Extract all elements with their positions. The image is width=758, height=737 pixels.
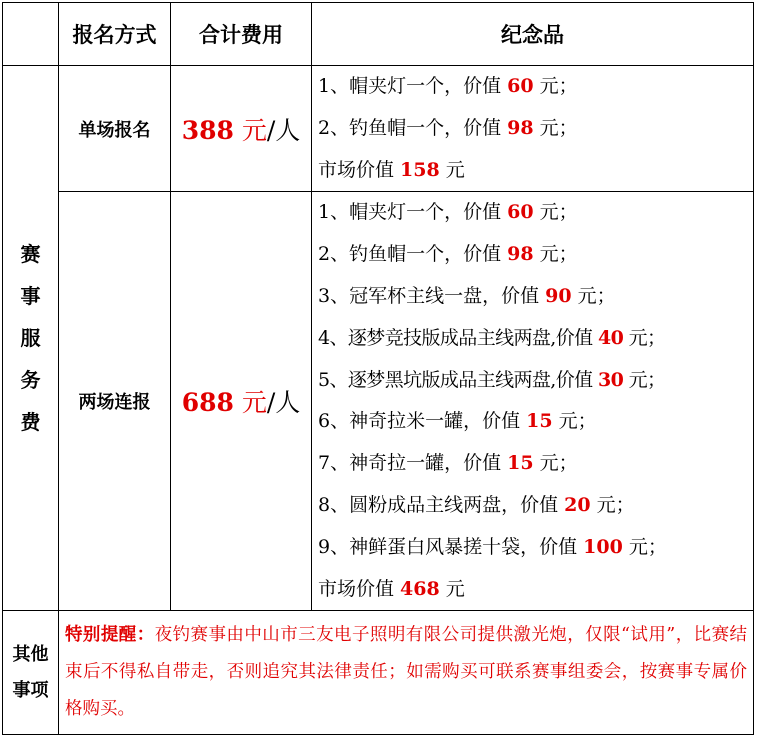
single-price xyxy=(171,66,312,192)
market-value: 468 xyxy=(400,577,440,600)
service-fee-char: 事 xyxy=(20,284,41,309)
item-text: 2、钓鱼帽一个，价值 xyxy=(318,116,508,139)
single-method: 单场报名 xyxy=(59,66,171,192)
double-row xyxy=(3,192,754,611)
item-suffix: 元； xyxy=(590,493,635,516)
souvenir-item xyxy=(318,276,753,318)
single-row xyxy=(3,66,754,192)
item-suffix: 元； xyxy=(623,326,666,349)
double-souvenirs xyxy=(312,192,754,611)
single-price-unit: 元 xyxy=(241,115,267,145)
souvenir-item xyxy=(318,360,753,402)
item-text: 1、帽夹灯一个，价值 xyxy=(318,201,508,224)
item-text: 2、钓鱼帽一个，价值 xyxy=(318,243,508,266)
item-value: 60 xyxy=(507,75,534,97)
item-text: 7、神奇拉一罐，价值 xyxy=(318,452,508,475)
item-text: 1、帽夹灯一个，价值 xyxy=(318,75,508,97)
souvenir-item xyxy=(318,527,753,569)
service-fee-char: 赛 xyxy=(20,242,41,267)
market-label: 市场价值 xyxy=(318,158,401,181)
notice-colon: ： xyxy=(136,625,155,646)
other-label xyxy=(3,611,59,735)
other-label-line: 其他 xyxy=(12,643,49,665)
header-corner xyxy=(3,3,59,66)
other-label-line: 事项 xyxy=(12,679,49,701)
item-suffix: 元； xyxy=(623,368,666,391)
item-suffix: 元； xyxy=(552,410,597,433)
souvenir-item xyxy=(318,443,753,485)
item-suffix: 元； xyxy=(533,201,578,224)
item-text: 6、神奇拉米一罐，价值 xyxy=(318,410,527,433)
service-fee-char: 务 xyxy=(20,368,41,393)
item-value: 60 xyxy=(507,201,534,224)
item-value: 30 xyxy=(597,368,624,391)
item-value: 98 xyxy=(507,243,534,266)
souvenir-item xyxy=(318,485,753,527)
special-notice xyxy=(59,611,754,735)
item-text: 4、逐梦竞技版成品主线两盘,价值 xyxy=(318,326,598,349)
souvenir-item xyxy=(318,66,753,108)
item-suffix: 元； xyxy=(622,535,667,558)
item-value: 98 xyxy=(507,116,534,139)
souvenir-item xyxy=(318,108,753,150)
header-total: 合计费用 xyxy=(171,3,312,66)
single-price-per: /人 xyxy=(266,115,301,145)
double-method: 两场连报 xyxy=(59,192,171,611)
item-text: 5、逐梦黑坑版成品主线两盘,价值 xyxy=(318,368,598,391)
item-value: 100 xyxy=(583,535,623,558)
item-suffix: 元； xyxy=(533,243,578,266)
market-value-line xyxy=(318,150,753,192)
service-fee-label xyxy=(3,66,59,611)
item-text: 8、圆粉成品主线两盘，价值 xyxy=(318,493,565,516)
double-price-amount: 688 xyxy=(181,388,234,418)
header-souvenir: 纪念品 xyxy=(312,3,754,66)
item-value: 20 xyxy=(564,493,591,516)
item-suffix: 元； xyxy=(533,116,578,139)
single-price-amount: 388 xyxy=(181,115,234,145)
notice-title: 特别提醒 xyxy=(65,625,137,646)
market-value-line xyxy=(318,569,753,611)
other-row xyxy=(3,611,754,735)
market-suffix: 元 xyxy=(439,577,465,600)
service-fee-char: 费 xyxy=(20,410,41,435)
service-fee-char: 服 xyxy=(20,326,41,351)
market-label: 市场价值 xyxy=(318,577,401,600)
market-value: 158 xyxy=(400,158,440,181)
item-value: 15 xyxy=(507,452,534,475)
double-price-unit: 元 xyxy=(241,388,267,418)
souvenir-item xyxy=(318,192,753,234)
item-text: 3、冠军杯主线一盘，价值 xyxy=(318,284,546,307)
header-row xyxy=(3,3,754,66)
souvenir-item xyxy=(318,234,753,276)
header-method: 报名方式 xyxy=(59,3,171,66)
item-value: 90 xyxy=(545,284,572,307)
item-text: 9、神鲜蛋白风暴搓十袋，价值 xyxy=(318,535,584,558)
item-value: 40 xyxy=(597,326,624,349)
item-suffix: 元； xyxy=(571,284,616,307)
item-value: 15 xyxy=(526,410,553,433)
souvenir-item xyxy=(318,401,753,443)
single-souvenirs xyxy=(312,66,754,192)
item-suffix: 元； xyxy=(533,452,578,475)
single-price-amount-wrap xyxy=(182,116,267,145)
fee-table xyxy=(2,2,754,735)
souvenir-item xyxy=(318,318,753,360)
notice-text: 夜钓赛事由中山市三友电子照明有限公司提供激光炮，仅限“试用”，比赛结束后不得私自带走，否则追究其法律责任；如需购买可联系赛事组委会，按赛事专属价格购买。 xyxy=(65,625,748,720)
market-suffix: 元 xyxy=(439,158,465,181)
double-price-amount-wrap xyxy=(182,388,267,417)
item-suffix: 元； xyxy=(533,75,578,97)
double-price-per: /人 xyxy=(266,388,301,418)
double-price xyxy=(171,192,312,611)
